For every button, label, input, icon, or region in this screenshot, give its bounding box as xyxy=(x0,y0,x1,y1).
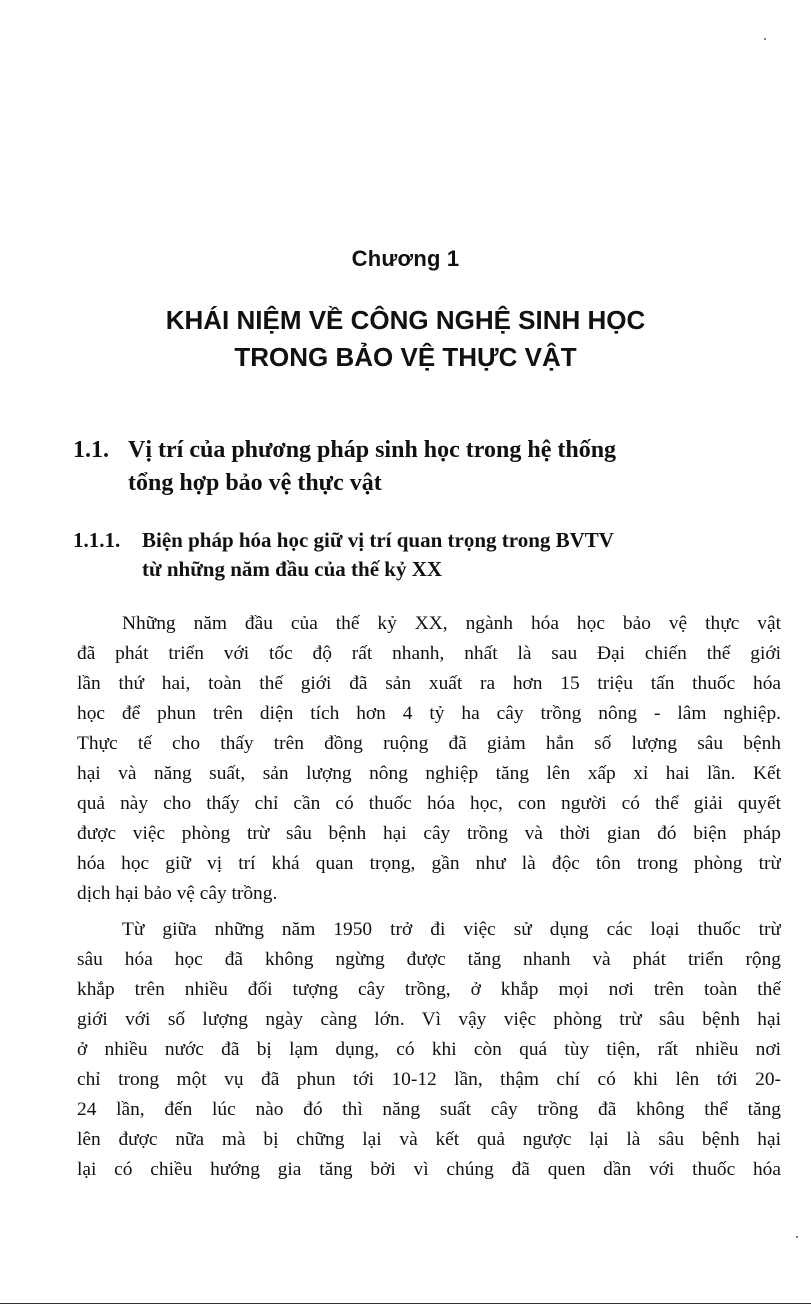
subsection-number: 1.1.1. xyxy=(73,528,121,552)
chapter-title xyxy=(40,302,771,376)
body-text-line: được việc phòng trừ sâu bệnh hại cây trồng và thời gian đó biện pháp xyxy=(77,823,781,844)
body-text-line: chỉ trong một vụ đã phun tới 10-12 lần, thậm chí có khi lên tới 20- xyxy=(77,1069,781,1090)
scan-speck xyxy=(764,38,766,40)
body-text-line: dịch hại bảo vệ cây trồng. xyxy=(77,883,278,904)
body-text-line: đã phát triển với tốc độ rất nhanh, nhất là sau Đại chiến thế giới xyxy=(77,643,781,664)
page-edge-rule xyxy=(0,1303,811,1304)
body-text-line: Thực tế cho thấy trên đồng ruộng đã giảm hẳn số lượng sâu bệnh xyxy=(77,733,781,754)
section-number: 1.1. xyxy=(73,437,109,463)
subsection-title-line: Biện pháp hóa học giữ vị trí quan trọng trong BVTV xyxy=(142,528,614,552)
body-text-line: 24 lần, đến lúc nào đó thì năng suất cây trồng đã không thể tăng xyxy=(77,1099,781,1120)
body-text-line: lên được nữa mà bị chững lại và kết quả ngược lại là sâu bệnh hại xyxy=(77,1129,781,1150)
body-text-line: sâu hóa học đã không ngừng được tăng nhanh và phát triển rộng xyxy=(77,949,781,970)
section-title-line: Vị trí của phương pháp sinh học trong hệ thống xyxy=(128,437,617,463)
chapter-title-line: TRONG BẢO VỆ THỰC VẬT xyxy=(234,342,577,372)
scan-speck xyxy=(796,1236,798,1238)
subsection-title-line: từ những năm đầu của thế kỷ XX xyxy=(142,557,443,581)
body-text-line: ở nhiều nước đã bị lạm dụng, có khi còn quá tùy tiện, rất nhiều nơi xyxy=(77,1039,781,1060)
chapter-label: Chương 1 xyxy=(351,246,460,271)
body-text-line: học để phun trên diện tích hơn 4 tỷ ha cây trồng nông - lâm nghiệp. xyxy=(77,703,781,724)
body-text-line: hại và năng suất, sản lượng nông nghiệp tăng lên xấp xỉ hai lần. Kết xyxy=(77,763,781,784)
body-text-line: lần thứ hai, toàn thế giới đã sản xuất ra hơn 15 triệu tấn thuốc hóa xyxy=(77,673,781,694)
chapter-title-line: KHÁI NIỆM VỀ CÔNG NGHỆ SINH HỌC xyxy=(165,305,646,335)
body-text-line: giới với số lượng ngày càng lớn. Vì vậy việc phòng trừ sâu bệnh hại xyxy=(77,1009,781,1030)
body-text-line: quả này cho thấy chỉ cần có thuốc hóa học, con người có thể giải quyết xyxy=(77,793,781,814)
body-text-line: hóa học giữ vị trí khá quan trọng, gần như là độc tôn trong phòng trừ xyxy=(77,853,781,874)
body-text-line: khắp trên nhiều đối tượng cây trồng, ở khắp mọi nơi trên toàn thế xyxy=(77,979,781,1000)
body-text-line: lại có chiều hướng gia tăng bởi vì chúng đã quen dần với thuốc hóa xyxy=(77,1159,781,1180)
body-text-line: Từ giữa những năm 1950 trở đi việc sử dụng các loại thuốc trừ xyxy=(122,919,781,940)
section-title-line: tổng hợp bảo vệ thực vật xyxy=(128,470,382,496)
body-text-line: Những năm đầu của thế kỷ XX, ngành hóa học bảo vệ thực vật xyxy=(122,613,781,634)
